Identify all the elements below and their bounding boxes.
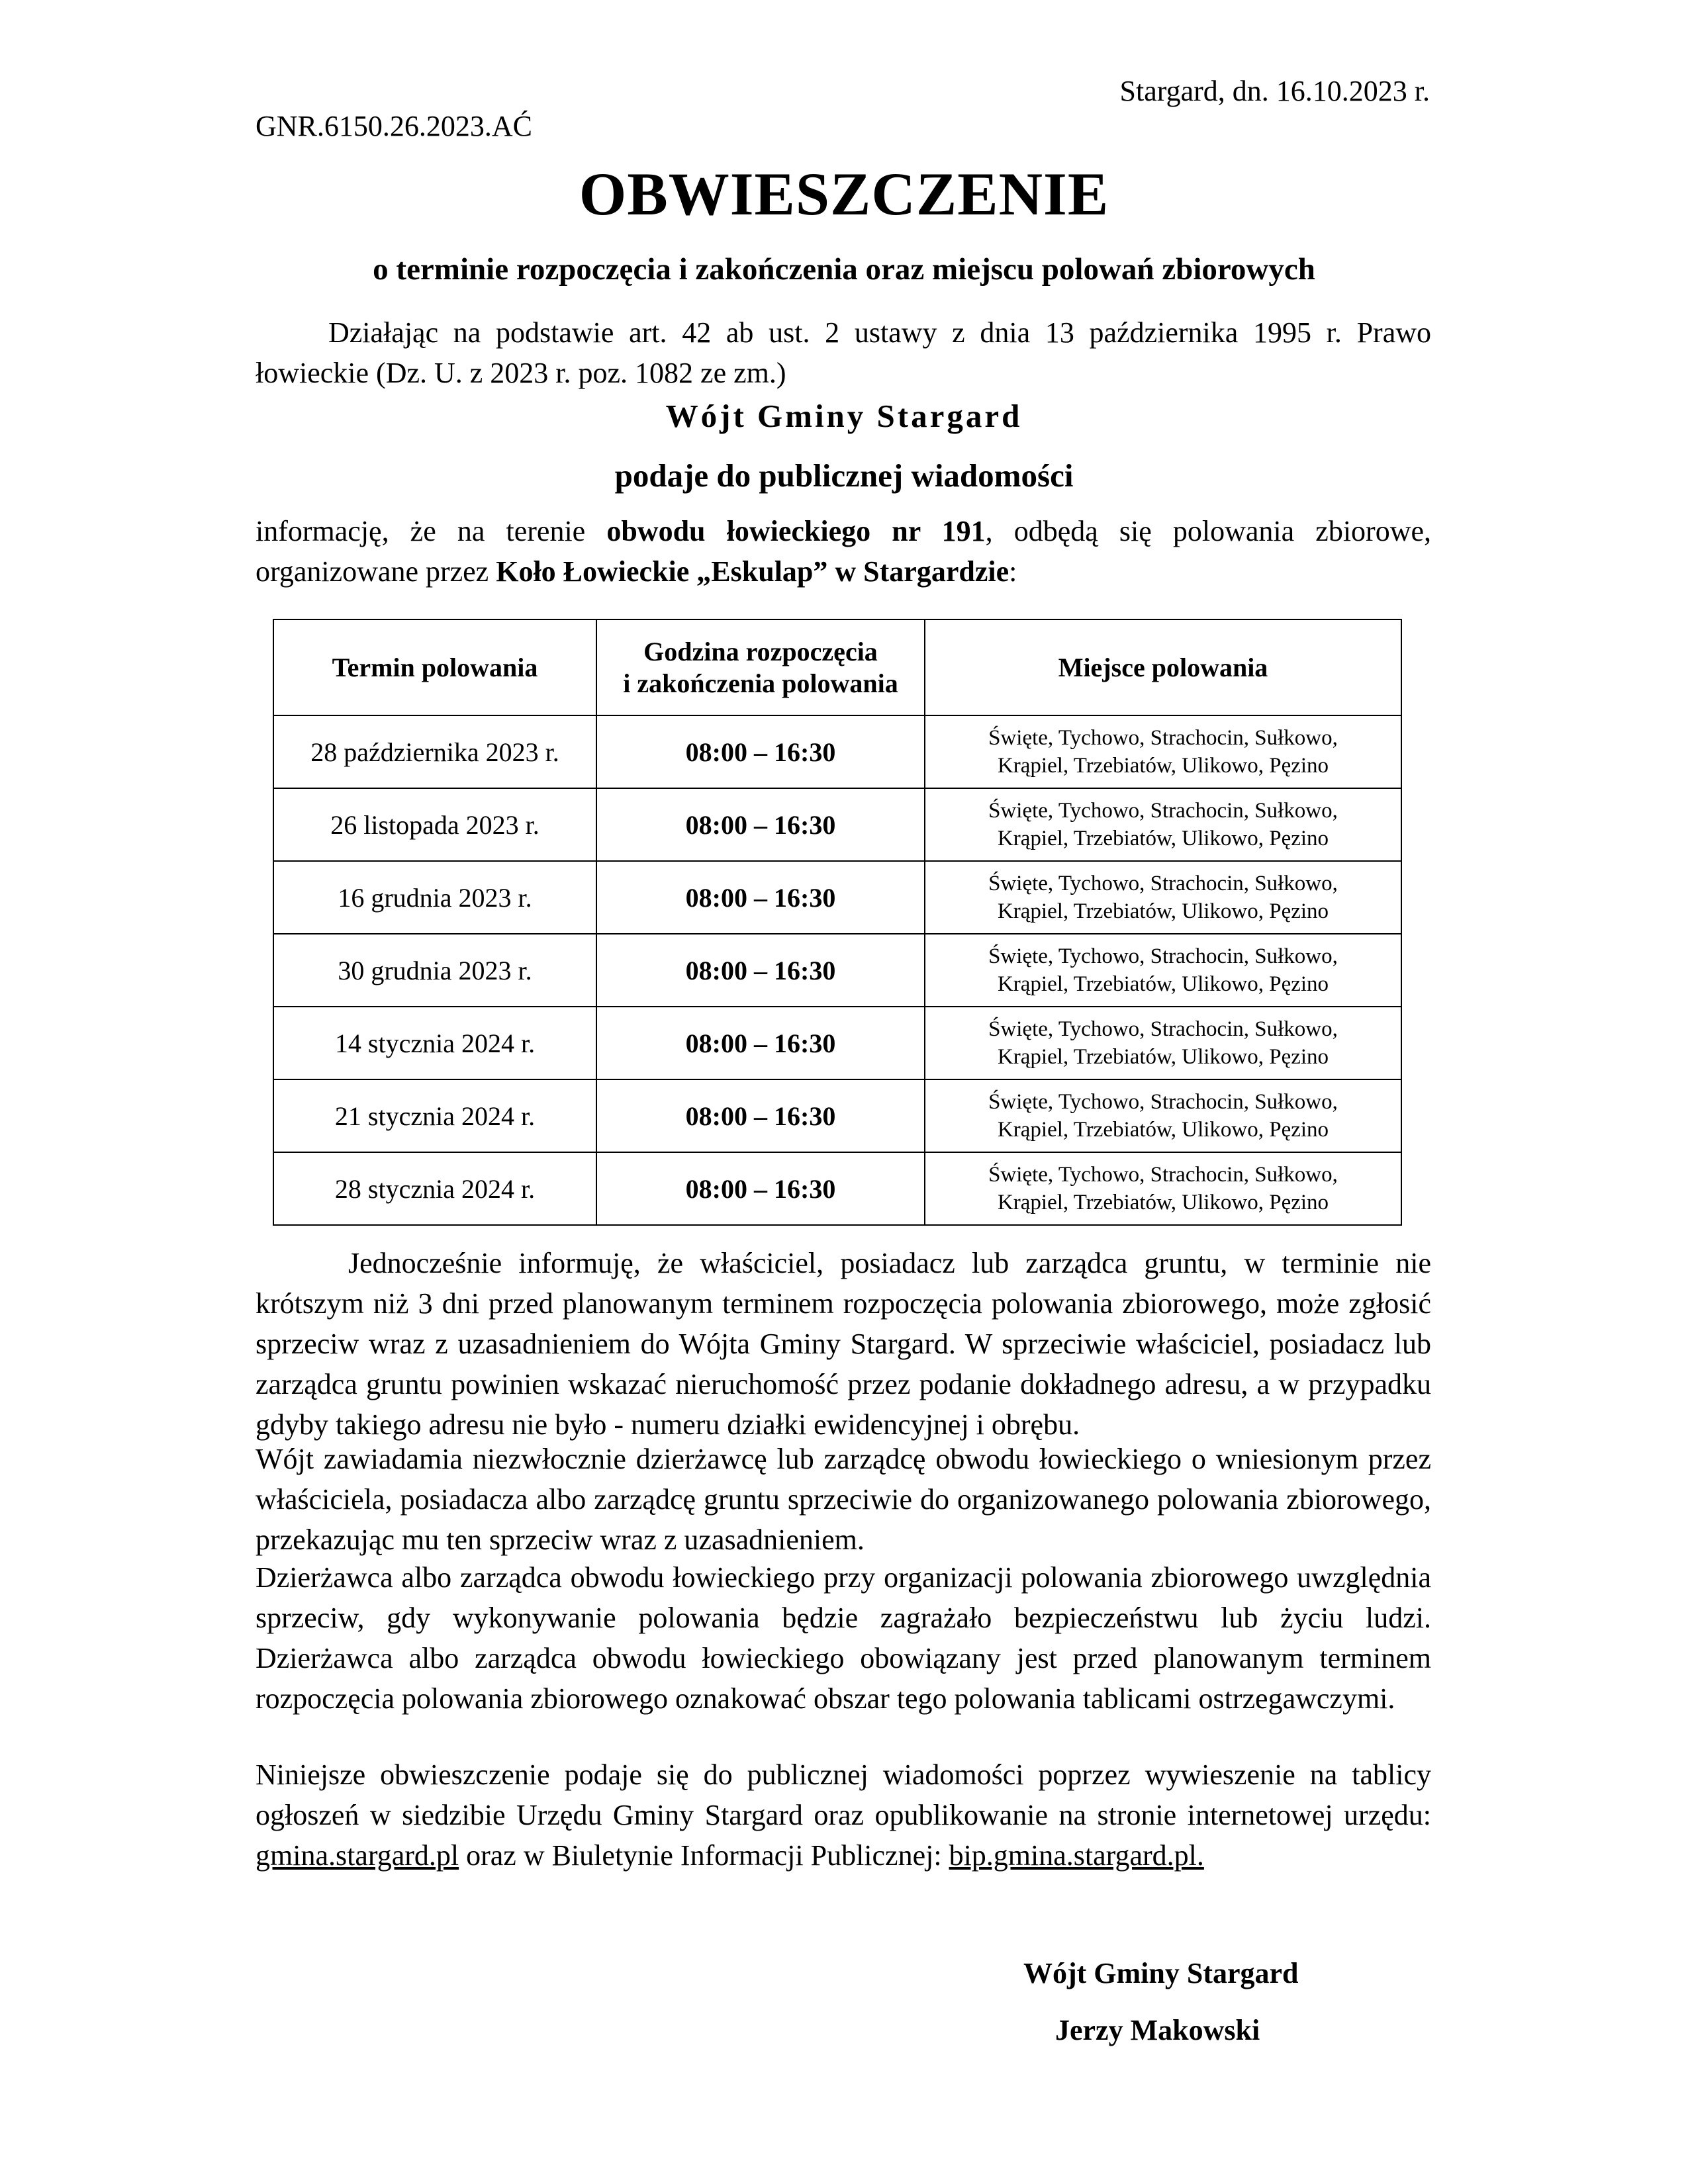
cell-time: 08:00 – 16:30 <box>596 788 925 861</box>
hunt-schedule-table <box>273 619 1402 1226</box>
gmina-website-link[interactable]: gmina.stargard.pl <box>256 1839 459 1872</box>
place-line2: Krąpiel, Trzebiatów, Ulikowo, Pęzino <box>997 1045 1329 1069</box>
info-text-3: : <box>1009 555 1017 588</box>
hunting-club: Koło Łowieckie „Eskulap” w Stargardzie <box>496 555 1009 588</box>
place-line2: Krąpiel, Trzebiatów, Ulikowo, Pęzino <box>997 754 1329 778</box>
cell-place <box>925 934 1401 1007</box>
objection-paragraph: Jednocześnie informuję, że właściciel, posiadacz lub zarządca gruntu, w terminie nie krótszym niż 3 dni przed planowanym terminem rozpoczęcia polowania zbiorowego, może zgłosić sprzeciw wraz z uzasadnieniem do Wójta Gminy Stargard. W sprzeciwie właściciel, posiadacz lub zarządca gruntu powinien wskazać nieruchomość przez podanie dokładnego adresu, a w przypadku gdyby takiego adresu nie było - numeru działki ewidencyjnej i obrębu. <box>256 1247 1431 1441</box>
cell-time: 08:00 – 16:30 <box>596 934 925 1007</box>
cell-date: 30 grudnia 2023 r. <box>273 934 596 1007</box>
cell-date: 14 stycznia 2024 r. <box>273 1007 596 1079</box>
place-line2: Krąpiel, Trzebiatów, Ulikowo, Pęzino <box>997 1191 1329 1214</box>
cell-time: 08:00 – 16:30 <box>596 1079 925 1152</box>
cell-place <box>925 715 1401 788</box>
place-line2: Krąpiel, Trzebiatów, Ulikowo, Pęzino <box>997 972 1329 996</box>
table-row <box>273 861 1401 934</box>
info-paragraph <box>256 511 1431 592</box>
cell-date: 16 grudnia 2023 r. <box>273 861 596 934</box>
publication-paragraph <box>256 1754 1431 1876</box>
place-line1: Święte, Tychowo, Strachocin, Sułkowo, <box>988 726 1338 750</box>
table-row <box>273 1152 1401 1225</box>
cell-place <box>925 1079 1401 1152</box>
cell-time: 08:00 – 16:30 <box>596 861 925 934</box>
cell-time: 08:00 – 16:30 <box>596 1007 925 1079</box>
place-line1: Święte, Tychowo, Strachocin, Sułkowo, <box>988 1163 1338 1187</box>
header-time-line2: i zakończenia polowania <box>623 668 898 698</box>
signature-title: Wójt Gminy Stargard <box>1023 1957 1299 1989</box>
publication-text-2: oraz w Biuletynie Informacji Publicznej: <box>459 1839 949 1872</box>
table-row <box>273 715 1401 788</box>
cell-time: 08:00 – 16:30 <box>596 715 925 788</box>
place-line2: Krąpiel, Trzebiatów, Ulikowo, Pęzino <box>997 899 1329 923</box>
table-row <box>273 788 1401 861</box>
legal-basis: Działając na podstawie art. 42 ab ust. 2 ustawy z dnia 13 października 1995 r. Prawo łowieckie (Dz. U. z 2023 r. poz. 1082 ze zm.) <box>256 316 1431 389</box>
cell-date: 28 stycznia 2024 r. <box>273 1152 596 1225</box>
header-place: Miejsce polowania <box>925 619 1401 715</box>
cell-date: 26 listopada 2023 r. <box>273 788 596 861</box>
cell-place <box>925 1007 1401 1079</box>
announce-heading: podaje do publicznej wiadomości <box>614 457 1074 494</box>
header-date: Termin polowania <box>273 619 596 715</box>
table-row <box>273 934 1401 1007</box>
reference-number: GNR.6150.26.2023.AĆ <box>256 110 533 142</box>
bip-website-link[interactable]: bip.gmina.stargard.pl. <box>949 1839 1204 1872</box>
table-row <box>273 1007 1401 1079</box>
place-line1: Święte, Tychowo, Strachocin, Sułkowo, <box>988 872 1338 895</box>
district-number: obwodu łowieckiego nr 191 <box>606 515 986 547</box>
cell-place <box>925 861 1401 934</box>
place-line1: Święte, Tychowo, Strachocin, Sułkowo, <box>988 1090 1338 1114</box>
cell-time: 08:00 – 16:30 <box>596 1152 925 1225</box>
header-time <box>596 619 925 715</box>
place-line2: Krąpiel, Trzebiatów, Ulikowo, Pęzino <box>997 1118 1329 1142</box>
notification-paragraph: Wójt zawiadamia niezwłocznie dzierżawcę lub zarządcę obwodu łowieckiego o wniesionym przez właściciela, posiadacza albo zarządcę gruntu sprzeciwie do organizowanego polowania zbiorowego, przekazując mu ten sprzeciw wraz z uzasadnieniem. <box>256 1443 1431 1556</box>
signature-name: Jerzy Makowski <box>1055 2014 1260 2046</box>
cell-place <box>925 788 1401 861</box>
lessee-paragraph: Dzierżawca albo zarządca obwodu łowieckiego przy organizacji polowania zbiorowego uwzględnia sprzeciw, gdy wykonywanie polowania będzie zagrażało bezpieczeństwu lub życiu ludzi. Dzierżawca albo zarządca obwodu łowieckiego obowiązany jest przed planowanym terminem rozpoczęcia polowania zbiorowego oznakować obszar tego polowania tablicami ostrzegawczymi. <box>256 1561 1431 1715</box>
publication-text-1: Niniejsze obwieszczenie podaje się do publicznej wiadomości poprzez wywieszenie na tablicy ogłoszeń w siedzibie Urzędu Gminy Stargard oraz opublikowanie na stronie internetowej urzędu: <box>256 1758 1431 1831</box>
place-date: Stargard, dn. 16.10.2023 r. <box>1119 75 1430 107</box>
place-line1: Święte, Tychowo, Strachocin, Sułkowo, <box>988 944 1338 968</box>
place-line1: Święte, Tychowo, Strachocin, Sułkowo, <box>988 1017 1338 1041</box>
place-line1: Święte, Tychowo, Strachocin, Sułkowo, <box>988 799 1338 823</box>
cell-date: 28 października 2023 r. <box>273 715 596 788</box>
table-row <box>273 1079 1401 1152</box>
place-line2: Krąpiel, Trzebiatów, Ulikowo, Pęzino <box>997 827 1329 850</box>
table-header-row <box>273 619 1401 715</box>
info-text-2: , odbędą się polowania zbiorowe, organizowane przez <box>256 515 1432 588</box>
header-time-line1: Godzina rozpoczęcia <box>643 636 878 666</box>
authority-heading: Wójt Gminy Stargard <box>665 398 1023 434</box>
cell-place <box>925 1152 1401 1225</box>
cell-date: 21 stycznia 2024 r. <box>273 1079 596 1152</box>
document-title: OBWIESZCZENIE <box>579 160 1109 228</box>
document-subtitle: o terminie rozpoczęcia i zakończenia oraz miejscu polowań zbiorowych <box>373 252 1315 287</box>
info-text-1: informację, że na terenie <box>256 515 607 547</box>
